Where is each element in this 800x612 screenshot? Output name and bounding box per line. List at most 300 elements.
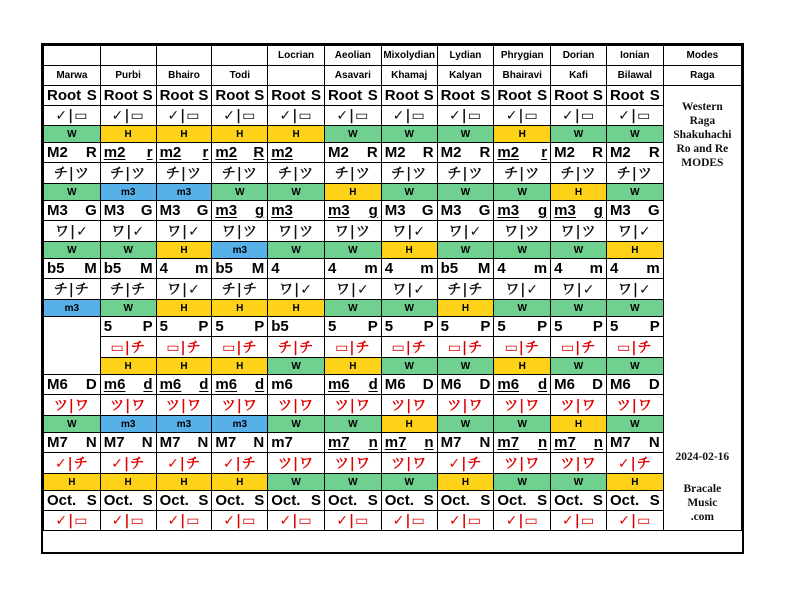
interval-label: Oct. (215, 492, 245, 509)
note-cell (44, 375, 101, 395)
notation-cell: ツ|ワ (381, 453, 437, 474)
step-cell: H (212, 474, 268, 491)
interval-label: M6 (554, 376, 575, 393)
step-cell: m3 (212, 242, 268, 259)
note-cell (437, 433, 494, 453)
interval-label: 5 (440, 318, 449, 335)
sargam-label: S (310, 87, 321, 104)
notation-cell: ワ|✓ (606, 221, 663, 242)
note-cell (156, 86, 212, 106)
sargam-label: P (480, 318, 491, 335)
interval-label: m2 (497, 144, 520, 161)
step-cell: H (381, 242, 437, 259)
notation-cell: ツ|ワ (100, 395, 156, 416)
modes-table (43, 45, 742, 531)
interval-label: M7 (103, 434, 125, 451)
step-cell: H (381, 416, 437, 433)
notation-cell: ✓|▭ (212, 511, 268, 531)
notation-cell: ✓|▭ (44, 511, 101, 531)
note-cell (268, 375, 325, 395)
sargam-label: r (146, 144, 153, 161)
interval-label: 5 (554, 318, 563, 335)
sargam-label: P (423, 318, 434, 335)
sargam-label: n (368, 434, 378, 451)
interval-label: Root (384, 87, 419, 104)
note-cell (268, 86, 325, 106)
step-cell: H (494, 126, 551, 143)
interval-label: M7 (440, 434, 462, 451)
interval-label: M7 (215, 434, 237, 451)
step-cell: W (268, 474, 325, 491)
notation-cell: チ|ツ (551, 163, 607, 184)
interval-label: M6 (47, 376, 68, 393)
notation-cell: ✓|▭ (437, 511, 494, 531)
interval-label: m7 (327, 434, 350, 451)
sargam-label: R (479, 144, 491, 161)
notation-cell: ワ|✓ (437, 221, 494, 242)
notation-cell: ツ|ワ (44, 395, 101, 416)
step-cell: m3 (212, 416, 268, 433)
step-cell: W (268, 184, 325, 201)
mode-header (100, 46, 156, 66)
sargam-label: P (592, 318, 603, 335)
interval-label: M2 (440, 144, 462, 161)
interval-label: m6 (159, 376, 182, 393)
notation-cell: チ|チ (212, 279, 268, 300)
notation-cell: チ|ツ (494, 163, 551, 184)
credit-line: .com (690, 511, 714, 523)
mode-header: Lydian (437, 46, 494, 66)
step-cell: W (381, 126, 437, 143)
interval-label: Root (327, 87, 363, 104)
step-cell: H (437, 474, 494, 491)
notation-cell: ✓|▭ (44, 106, 101, 126)
note-cell (100, 259, 156, 279)
note-cell (156, 201, 212, 221)
interval-label: M2 (609, 144, 631, 161)
note-cell (437, 201, 494, 221)
note-cell (324, 317, 381, 337)
interval-label: M2 (384, 144, 406, 161)
note-cell (494, 259, 551, 279)
step-cell: W (494, 474, 551, 491)
note-cell (212, 259, 268, 279)
interval-label: Oct. (47, 492, 77, 509)
notation-cell: ✓|▭ (494, 106, 551, 126)
note-cell (437, 143, 494, 163)
notation-cell: ✓|▭ (156, 511, 212, 531)
sargam-label: R (422, 144, 434, 161)
step-cell: H (437, 300, 494, 317)
sargam-label: D (85, 376, 97, 393)
sargam-label: m (364, 260, 378, 277)
raga-header: Marwa (44, 66, 101, 86)
sargam-label: N (479, 434, 491, 451)
sargam-label: R (648, 144, 660, 161)
step-cell: W (437, 358, 494, 375)
notation-cell: ✓|▭ (437, 106, 494, 126)
sargam-label: S (592, 492, 603, 509)
interval-label: m2 (159, 144, 182, 161)
sargam-label: D (422, 376, 434, 393)
sargam-label: R (592, 144, 603, 161)
notation-cell: ▭|チ (494, 337, 551, 358)
note-cell (212, 433, 268, 453)
interval-label: m7 (554, 434, 576, 451)
step-cell: m3 (100, 184, 156, 201)
step-cell: W (381, 358, 437, 375)
sargam-label: m (420, 260, 434, 277)
note-cell (606, 201, 663, 221)
sargam-label: S (649, 87, 660, 104)
note-cell (156, 433, 212, 453)
sargam-label: r (541, 144, 548, 161)
sargam-label: g (255, 202, 265, 219)
sargam-label: S (142, 492, 153, 509)
raga-header (268, 66, 325, 86)
interval-label: m6 (271, 376, 293, 393)
raga-header: Purbi (100, 66, 156, 86)
interval-label: 5 (497, 318, 506, 335)
notation-cell: ワ|✓ (381, 221, 437, 242)
note-cell (156, 375, 212, 395)
notation-cell: ▭|チ (212, 337, 268, 358)
interval-label: Oct. (271, 492, 301, 509)
interval-label: Oct. (609, 492, 640, 509)
sargam-label: d (143, 376, 153, 393)
sargam-label: m (533, 260, 548, 277)
note-cell (551, 201, 607, 221)
sargam-label: P (142, 318, 153, 335)
interval-label: M3 (159, 202, 181, 219)
note-cell (212, 201, 268, 221)
interval-label: M3 (47, 202, 68, 219)
side-description-line: Western (681, 101, 723, 113)
step-cell: W (268, 358, 325, 375)
notation-cell: ワ|ツ (551, 221, 607, 242)
notation-cell: ✓|▭ (324, 511, 381, 531)
mode-header (212, 46, 268, 66)
note-cell (437, 86, 494, 106)
step-cell: W (551, 242, 607, 259)
note-cell (381, 201, 437, 221)
interval-label: 4 (384, 260, 394, 277)
interval-label: M3 (384, 202, 406, 219)
sargam-label: S (592, 87, 603, 104)
note-cell (551, 86, 607, 106)
step-cell: H (606, 474, 663, 491)
step-cell: W (551, 126, 607, 143)
note-cell (494, 86, 551, 106)
sargam-label: r (202, 144, 209, 161)
notation-cell: ワ|✓ (324, 279, 381, 300)
sargam-label: m (589, 260, 603, 277)
note-cell (100, 86, 156, 106)
notation-cell: ワ|✓ (381, 279, 437, 300)
interval-label: Root (215, 87, 250, 104)
notation-cell: ツ|ワ (494, 453, 551, 474)
notation-cell: ✓|チ (437, 453, 494, 474)
mode-header: Ionian (606, 46, 663, 66)
sargam-label: S (367, 492, 378, 509)
step-cell: H (44, 474, 101, 491)
interval-label: 5 (384, 318, 394, 335)
notation-cell: ▭|チ (324, 337, 381, 358)
note-cell (606, 86, 663, 106)
step-cell: H (324, 184, 381, 201)
interval-label: M6 (384, 376, 406, 393)
interval-label: m6 (327, 376, 350, 393)
step-cell: H (100, 474, 156, 491)
notation-cell: ワ|ツ (212, 221, 268, 242)
notation-cell: ✓|▭ (381, 511, 437, 531)
sargam-label: S (649, 492, 660, 509)
notation-cell: チ|ツ (212, 163, 268, 184)
interval-label: m7 (497, 434, 520, 451)
note-cell (268, 491, 325, 511)
notation-cell: チ|ツ (100, 163, 156, 184)
note-cell (156, 259, 212, 279)
notation-cell: ツ|ワ (551, 395, 607, 416)
notation-cell: ✓|チ (156, 453, 212, 474)
note-cell (100, 433, 156, 453)
step-cell: H (551, 184, 607, 201)
notation-cell: ✓|▭ (606, 511, 663, 531)
side-modes-header: Modes (663, 46, 741, 66)
notation-cell: ✓|▭ (268, 511, 325, 531)
sargam-label: n (424, 434, 434, 451)
notation-cell: ワ|✓ (100, 221, 156, 242)
step-cell: W (381, 184, 437, 201)
note-cell (44, 86, 101, 106)
mode-header: Dorian (551, 46, 607, 66)
empty-cell (44, 317, 101, 375)
sargam-label: G (648, 202, 660, 219)
interval-label: m3 (271, 202, 293, 219)
step-cell: m3 (100, 416, 156, 433)
sargam-label: S (537, 87, 548, 104)
interval-label: b5 (215, 260, 233, 277)
interval-label: Oct. (497, 492, 527, 509)
interval-label: Oct. (440, 492, 470, 509)
step-cell: H (212, 300, 268, 317)
note-cell (100, 375, 156, 395)
notation-cell: ✓|▭ (268, 106, 325, 126)
step-cell: W (606, 300, 663, 317)
sargam-label: M (84, 260, 97, 277)
note-cell (494, 317, 551, 337)
step-cell: H (494, 358, 551, 375)
sargam-label: d (368, 376, 378, 393)
note-cell (100, 317, 156, 337)
step-cell: H (606, 242, 663, 259)
notation-cell: チ|チ (437, 279, 494, 300)
note-cell (437, 259, 494, 279)
note-cell (268, 433, 325, 453)
interval-label: Root (497, 87, 532, 104)
sargam-label: D (648, 376, 660, 393)
interval-label: m6 (215, 376, 238, 393)
notation-cell: チ|ツ (156, 163, 212, 184)
sargam-label: S (86, 492, 97, 509)
interval-label: Root (440, 87, 475, 104)
interval-label: m2 (103, 144, 126, 161)
step-cell: W (44, 126, 101, 143)
sargam-label: S (423, 87, 434, 104)
interval-label: m7 (384, 434, 407, 451)
step-cell: W (551, 474, 607, 491)
step-cell: W (494, 242, 551, 259)
interval-label: Root (159, 87, 194, 104)
sargam-label: S (86, 87, 97, 104)
step-cell: W (268, 416, 325, 433)
spacer (664, 170, 741, 450)
note-cell (494, 433, 551, 453)
note-cell (551, 143, 607, 163)
interval-label: 4 (271, 260, 280, 277)
sargam-label: G (140, 202, 153, 219)
interval-label: M3 (103, 202, 125, 219)
sargam-label: M (477, 260, 491, 277)
notation-cell: チ|チ (100, 279, 156, 300)
mode-header (44, 46, 101, 66)
sargam-label: g (537, 202, 548, 219)
note-cell (268, 317, 325, 337)
step-cell: W (324, 300, 381, 317)
sargam-label: S (198, 87, 209, 104)
note-cell (44, 259, 101, 279)
interval-label: 4 (554, 260, 563, 277)
sargam-label: G (421, 202, 434, 219)
notation-cell: ワ|✓ (606, 279, 663, 300)
credit-line: Music (687, 497, 718, 509)
raga-modes-chart (41, 43, 744, 554)
sargam-label: R (366, 144, 378, 161)
notation-cell: ツ|ワ (494, 395, 551, 416)
step-cell: W (100, 300, 156, 317)
interval-label: Root (609, 87, 645, 104)
notation-cell: ▭|チ (100, 337, 156, 358)
sargam-label: n (537, 434, 548, 451)
notation-cell: ✓|▭ (494, 511, 551, 531)
spacer (664, 464, 741, 482)
note-cell (381, 375, 437, 395)
mode-header: Locrian (268, 46, 325, 66)
note-cell (437, 491, 494, 511)
note-cell (44, 491, 101, 511)
note-cell (324, 491, 381, 511)
interval-label: 5 (159, 318, 168, 335)
side-description-line: MODES (681, 157, 724, 169)
step-cell: H (156, 358, 212, 375)
notation-cell: チ|チ (44, 279, 101, 300)
sargam-label: d (255, 376, 265, 393)
interval-label: m2 (271, 144, 293, 161)
step-cell: H (212, 126, 268, 143)
interval-label: 5 (609, 318, 619, 335)
sargam-label: M (251, 260, 265, 277)
sargam-label: d (537, 376, 548, 393)
step-cell: W (324, 474, 381, 491)
notation-cell: ツ|ワ (551, 453, 607, 474)
note-cell (100, 201, 156, 221)
interval-label: M3 (440, 202, 462, 219)
sargam-label: S (142, 87, 153, 104)
interval-label: M2 (47, 144, 68, 161)
step-cell: H (268, 126, 325, 143)
notation-cell: ▭|チ (551, 337, 607, 358)
notation-cell: ツ|ワ (606, 395, 663, 416)
notation-cell: チ|ツ (606, 163, 663, 184)
step-cell: W (437, 126, 494, 143)
interval-label: M7 (609, 434, 631, 451)
step-cell: W (437, 416, 494, 433)
interval-label: m3 (215, 202, 238, 219)
step-cell: W (381, 474, 437, 491)
interval-label: Oct. (159, 492, 189, 509)
interval-label: 5 (327, 318, 337, 335)
raga-header: Bilawal (606, 66, 663, 86)
note-cell (212, 86, 268, 106)
note-cell (494, 201, 551, 221)
notation-cell: ワ|✓ (551, 279, 607, 300)
notation-cell: ワ|✓ (156, 279, 212, 300)
note-cell (381, 317, 437, 337)
raga-header: Bhairo (156, 66, 212, 86)
interval-label: Oct. (554, 492, 584, 509)
interval-label: m3 (327, 202, 350, 219)
note-cell (324, 375, 381, 395)
note-cell (212, 491, 268, 511)
notation-cell: ワ|✓ (44, 221, 101, 242)
interval-label: b5 (271, 318, 289, 335)
interval-label: Root (271, 87, 306, 104)
note-cell (268, 259, 325, 279)
sargam-label: g (593, 202, 603, 219)
note-cell (324, 86, 381, 106)
notation-cell: ワ|ツ (324, 221, 381, 242)
notation-cell: ✓|▭ (100, 511, 156, 531)
step-cell: H (212, 358, 268, 375)
step-cell: W (437, 184, 494, 201)
note-cell (606, 259, 663, 279)
step-cell: W (606, 126, 663, 143)
interval-label: m7 (271, 434, 293, 451)
step-cell: W (551, 358, 607, 375)
notation-cell: ▭|チ (381, 337, 437, 358)
note-cell (381, 143, 437, 163)
note-cell (156, 491, 212, 511)
note-cell (494, 375, 551, 395)
note-cell (494, 143, 551, 163)
note-cell (156, 317, 212, 337)
sargam-label: R (253, 144, 265, 161)
step-cell: W (44, 416, 101, 433)
interval-label: m6 (103, 376, 126, 393)
sargam-label: G (196, 202, 209, 219)
step-cell: W (381, 300, 437, 317)
notation-cell: ワ|✓ (268, 279, 325, 300)
notation-cell: チ|チ (268, 337, 325, 358)
mode-header: Phrygian (494, 46, 551, 66)
sargam-label: G (85, 202, 97, 219)
sargam-label: D (479, 376, 491, 393)
sargam-label: S (537, 492, 548, 509)
interval-label: Root (554, 87, 589, 104)
interval-label: m3 (497, 202, 520, 219)
note-cell (324, 433, 381, 453)
sargam-label: S (367, 87, 378, 104)
